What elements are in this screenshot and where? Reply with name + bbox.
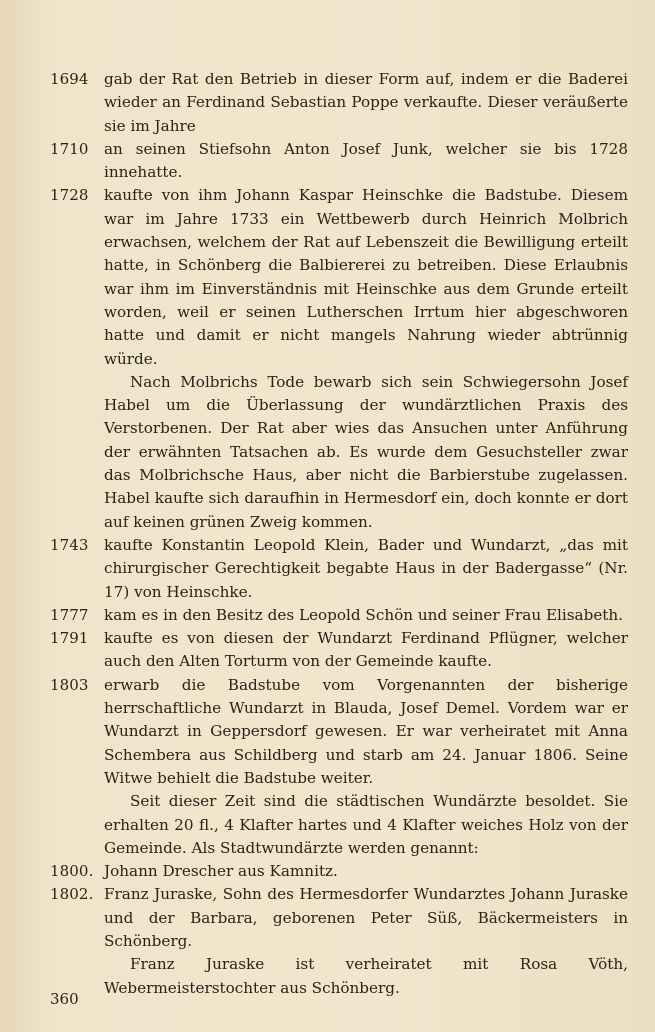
entry-year: 1802.: [50, 885, 94, 904]
paragraph-salary: Seit dieser Zeit sind die städtischen Wundärzte besoldet. Sie erhalten 20 fl., 4 Klafter hartes und 4 Klafter weiches Holz von der Gemeinde. Als Stadtwundärzte werden genannt:: [104, 792, 628, 857]
entry-year: 1694: [50, 70, 89, 88]
entry-text: kaufte es von diesen der Wundarzt Ferdinand Pflügner, welcher auch den Alten Torturm von der Gemeinde kaufte.: [104, 629, 628, 671]
entry-year: 1791: [50, 629, 89, 648]
entry-text: gab der Rat den Betrieb in dieser Form auf, indem er die Baderei wieder an Ferdinand Sebastian Poppe verkaufte. Dieser veräußerte sie im Jahre: [104, 70, 628, 135]
entry-text: kam es in den Besitz des Leopold Schön und seiner Frau Elisabeth.: [104, 605, 624, 624]
chronicle-entry: [50, 534, 628, 604]
paragraph-molbrich: Nach Molbrichs Tode bewarb sich sein Schwiegersohn Josef Habel um die Überlassung der wundärztlichen Praxis des Verstorbenen. Der Rat aber wies das Ansuchen unter Anführung der erwähnten Tatsachen ab. Es wurde dem Gesuchsteller zwar das Molbrichsche Haus, aber nicht die Barbierstube zugelassen. Habel kaufte sich daraufhin in Hermesdorf ein, doch konnte er dort auf keinen grünen Zweig kommen.: [104, 372, 628, 531]
chronicle-entry: [50, 604, 628, 627]
entry-text: Johann Drescher aus Kamnitz.: [104, 862, 338, 881]
entry-text: kaufte Konstantin Leopold Klein, Bader und Wundarzt, „das mit chirurgischer Gerechtigkeit begabte Haus in der Badergasse“ (Nr. 17) von Heinschke.: [104, 535, 628, 601]
entry-year: 1800.: [50, 862, 94, 881]
page-text: [50, 68, 628, 1000]
entry-year: 1728: [50, 186, 89, 205]
page-number: 360: [50, 990, 79, 1008]
surgeon-entry: [50, 860, 628, 883]
entry-year: 1777: [50, 605, 89, 624]
chronicle-entry: [50, 138, 628, 185]
surgeon-entry: [50, 883, 628, 953]
entry-year: 1710: [50, 139, 89, 158]
chronicle-entry: [50, 184, 628, 370]
entry-text: erwarb die Badstube vom Vorgenannten der bisherige herrschaftliche Wundarzt in Blauda, Josef Demel. Vordem war er Wundarzt in Geppersdorf gewesen. Er war verheiratet mit Anna Schembera aus Schildberg und starb am 24. Januar 1806. Seine Witwe behielt die Badstube weiter.: [104, 675, 628, 787]
chronicle-entry: [50, 674, 628, 790]
entry-text: Franz Juraske, Sohn des Hermesdorfer Wundarztes Johann Juraske und der Barbara, geborenen Peter Süß, Bäckermeisters in Schönberg.: [104, 885, 628, 950]
entry-text: an seinen Stiefsohn Anton Josef Junk, welcher sie bis 1728 innehatte.: [104, 139, 628, 182]
entry-text: kaufte von ihm Johann Kaspar Heinschke die Badstube. Diesem war im Jahre 1733 ein Wettbewerb durch Heinrich Molbrich erwachsen, welchem der Rat auf Lebenszeit die Bewilligung erteilt hatte, in Schönberg die Balbiererei zu betreiben. Diese Erlaubnis war ihm im Einverständnis mit Heinschke aus dem Grunde erteilt worden, weil er seinen Lutherschen Irrtum hier abgeschworen hatte und damit er nicht mangels Nahrung wieder abtrünnig würde.: [104, 186, 628, 368]
entry-year: 1803: [50, 675, 89, 694]
paragraph-juraske: Franz Juraske ist verheiratet mit Rosa Vöth, Webermeisterstochter aus Schönberg.: [104, 955, 628, 997]
entry-year: 1743: [50, 535, 89, 554]
chronicle-entry: [50, 68, 628, 138]
chronicle-entry: [50, 627, 628, 674]
